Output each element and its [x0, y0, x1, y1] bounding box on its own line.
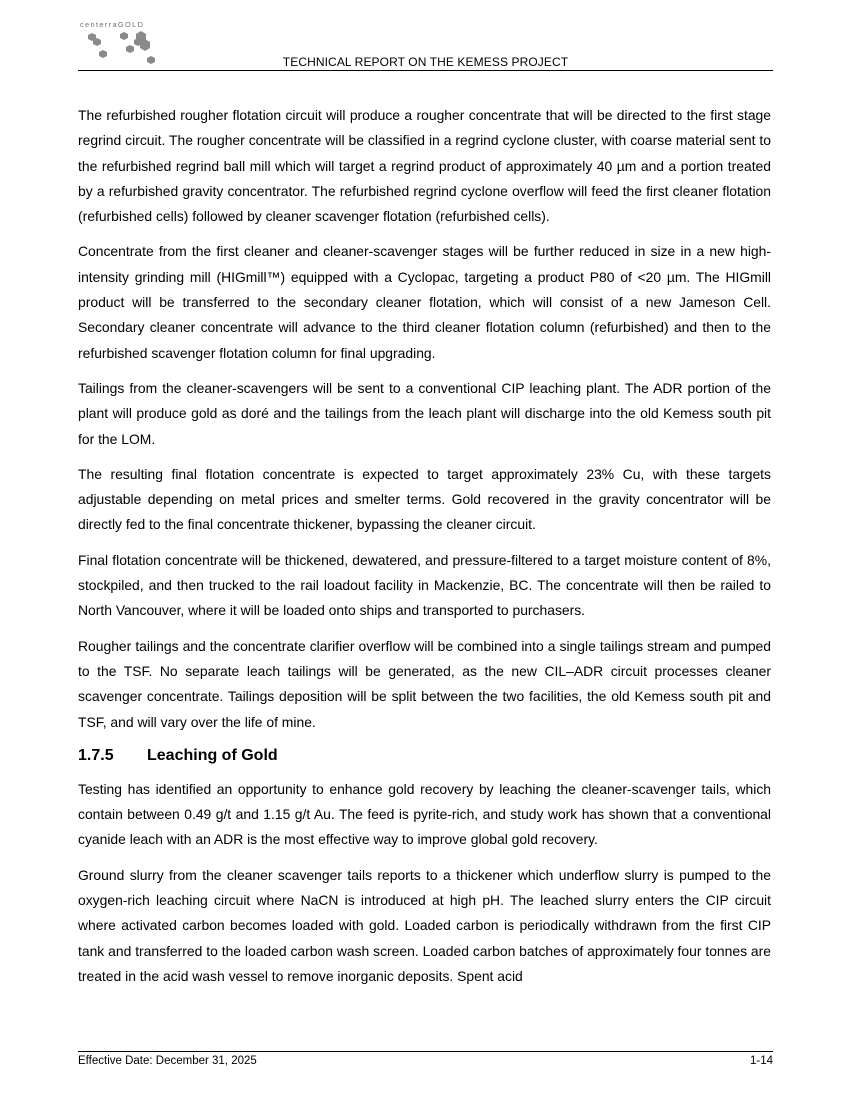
body-paragraph: Tailings from the cleaner-scavengers will be sent to a conventional CIP leaching plant. The ADR portion of the plant will produce gold as doré and the tailings from the leach plant will discharge into the old Kemess south pit for the LOM. — [78, 379, 771, 447]
footer-divider — [78, 1051, 773, 1052]
header-divider — [78, 70, 773, 71]
effective-date: Effective Date: December 31, 2025 — [78, 1055, 257, 1067]
body-paragraph: Rougher tailings and the concentrate clarifier overflow will be combined into a single tailings stream and pumped to the TSF. No separate leach tailings will be generated, as the new CIL–ADR circuit processes cleaner scavenger concentrate. Tailings deposition will be split between the two facilities, the old Kemess south pit and TSF, and will vary over the life of mine. — [78, 637, 771, 730]
section-number: 1.7.5 — [78, 746, 114, 764]
section-title: Leaching of Gold — [147, 746, 278, 764]
logo-wordmark: centerraGOLD — [80, 20, 145, 29]
body-paragraph: Concentrate from the first cleaner and cleaner-scavenger stages will be further reduced in size in a new high-intensity grinding mill (HIGmill™) equipped with a Cyclopac, targeting a product P80 of <20 µm. The HIGmill product will be transferred to the secondary cleaner flotation, which will consist of a new Jameson Cell. Secondary cleaner concentrate will advance to the third cleaner flotation column (refurbished) and then to the refurbished scavenger flotation column for final upgrading. — [78, 243, 771, 361]
body-paragraph: The resulting final flotation concentrate is expected to target approximately 23% Cu, with these targets adjustable depending on metal prices and smelter terms. Gold recovered in the gravity concentrator will be directly fed to the final concentrate thickener, bypassing the cleaner circuit. — [78, 465, 771, 533]
body-paragraph: The refurbished rougher flotation circuit will produce a rougher concentrate that will be directed to the first stage regrind circuit. The rougher concentrate will be classified in a regrind cyclone cluster, with coarse material sent to the refurbished regrind ball mill which will target a regrind product of approximately 40 µm and a portion treated by a refurbished gravity concentrator. The refurbished regrind cyclone overflow will feed the first cleaner flotation (refurbished cells) followed by cleaner scavenger flotation (refurbished cells). — [78, 107, 771, 225]
body-paragraph: Ground slurry from the cleaner scavenger tails reports to a thickener which underflow slurry is pumped to the oxygen-rich leaching circuit where NaCN is introduced at high pH. The leached slurry enters the CIP circuit where activated carbon becomes loaded with gold. Loaded carbon is periodically withdrawn from the first CIP tank and transferred to the loaded carbon wash screen. Loaded carbon batches of approximately four tonnes are treated in the acid wash vessel to remove inorganic deposits. Spent acid — [78, 866, 771, 984]
page-number: 1-14 — [749, 1055, 773, 1067]
body-paragraph: Testing has identified an opportunity to enhance gold recovery by leaching the cleaner-scavenger tails, which contain between 0.49 g/t and 1.15 g/t Au. The feed is pyrite-rich, and study work has shown that a conventional cyanide leach with an ADR is the most effective way to improve global gold recovery. — [78, 780, 771, 848]
report-body — [78, 103, 771, 999]
report-title: TECHNICAL REPORT ON THE KEMESS PROJECT — [282, 55, 569, 69]
section-heading — [78, 745, 771, 767]
body-paragraph: Final flotation concentrate will be thickened, dewatered, and pressure-filtered to a target moisture content of 8%, stockpiled, and then trucked to the rail loadout facility in Mackenzie, BC. The concentrate will then be railed to North Vancouver, where it will be loaded onto ships and transported to purchasers. — [78, 551, 771, 619]
